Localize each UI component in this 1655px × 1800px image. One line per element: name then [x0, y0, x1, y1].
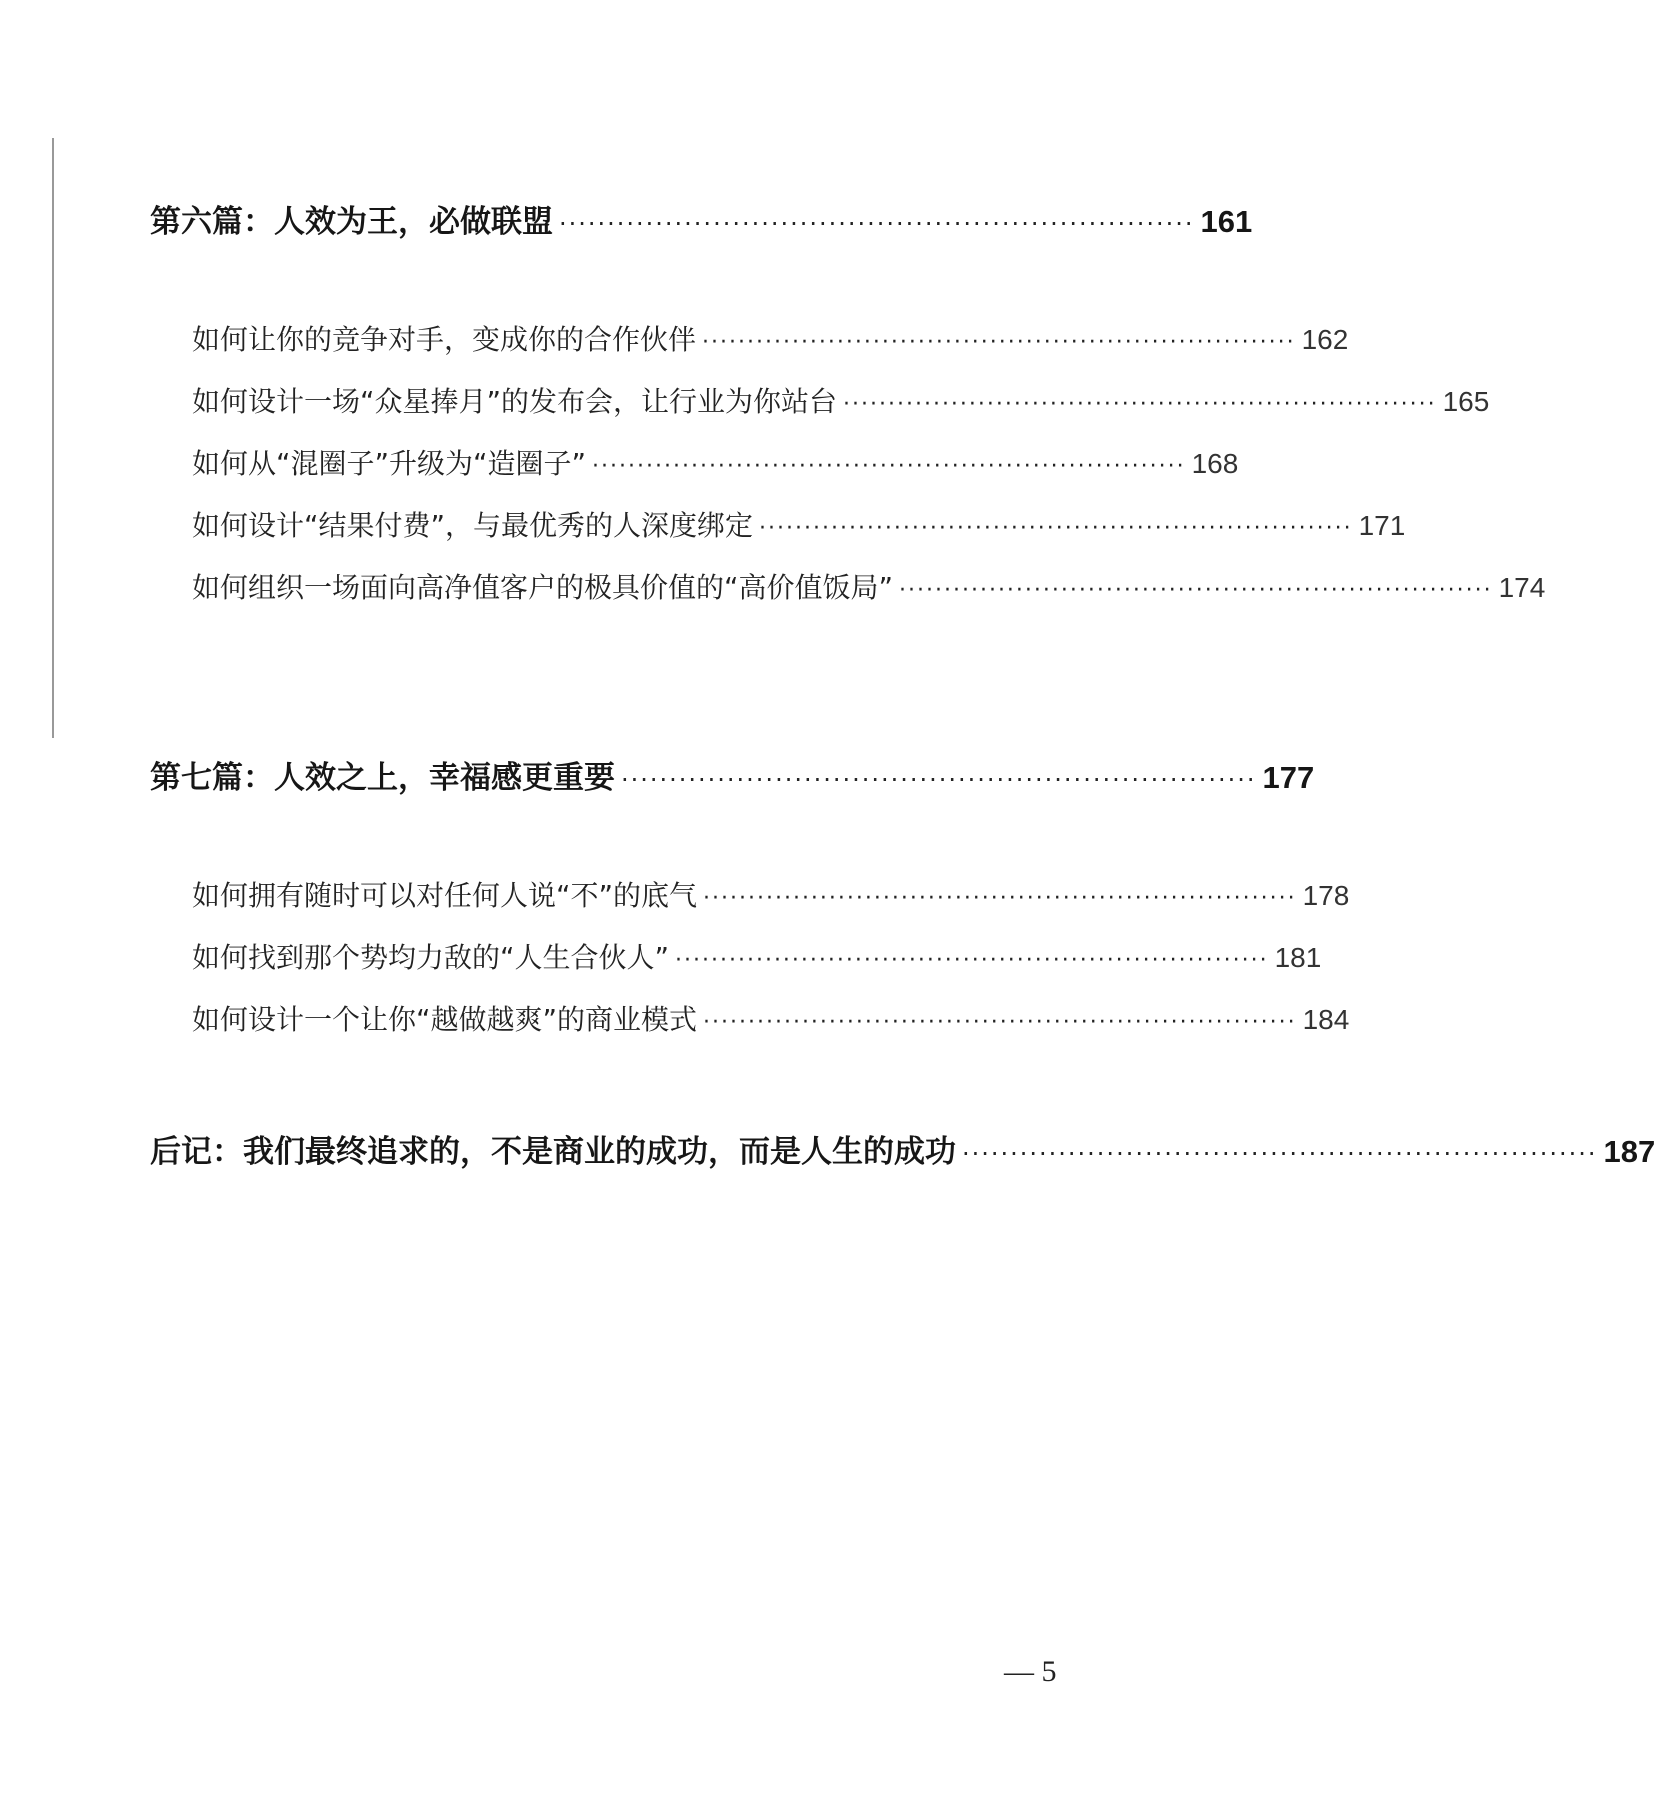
toc-section-entry[interactable]	[192, 504, 1406, 544]
toc-page-number: 187	[1603, 1134, 1655, 1169]
toc-section-title: 如何拥有随时可以对任何人说“不”的底气	[192, 879, 698, 912]
toc-page-number: 177	[1262, 760, 1315, 795]
dot-leader: ··································································	[759, 516, 1353, 541]
toc-afterword-title: 后记：我们最终追求的，不是商业的成功，而是人生的成功	[150, 1134, 956, 1170]
dot-leader: ··································································	[962, 1140, 1598, 1168]
toc-section-title: 如何让你的竞争对手，变成你的合作伙伴	[192, 323, 697, 356]
dot-leader: ··································································	[703, 1010, 1297, 1035]
dot-leader: ··································································	[675, 948, 1269, 973]
dot-leader: ··································································	[702, 330, 1296, 355]
toc-page-number: 174	[1498, 572, 1546, 603]
toc-part-title: 第七篇：人效之上，幸福感更重要	[150, 760, 615, 796]
toc-afterword-heading[interactable]	[150, 1126, 1655, 1171]
toc-section-entry[interactable]	[192, 318, 1349, 358]
toc-section-entry[interactable]	[192, 936, 1322, 976]
toc-part-heading[interactable]	[150, 196, 1253, 241]
dot-leader: ··································································	[621, 766, 1257, 794]
toc-section-title: 如何设计一个让你“越做越爽”的商业模式	[192, 1003, 698, 1036]
toc-page-number: 162	[1301, 324, 1349, 355]
toc-section-title: 如何从“混圈子”升级为“造圈子”	[192, 447, 587, 480]
toc-section-entry[interactable]	[192, 566, 1546, 606]
scan-margin-line	[52, 138, 54, 738]
toc-section-entry[interactable]	[192, 998, 1350, 1038]
toc-section-entry[interactable]	[192, 380, 1490, 420]
dot-leader: ··································································	[559, 210, 1195, 238]
dot-leader: ··································································	[843, 392, 1437, 417]
toc-section-title: 如何设计“结果付费”，与最优秀的人深度绑定	[192, 509, 754, 542]
toc-page-number: 171	[1358, 510, 1406, 541]
toc-section-title: 如何设计一场“众星捧月”的发布会，让行业为你站台	[192, 385, 838, 418]
toc-page-number: 161	[1200, 204, 1253, 239]
dot-leader: ··································································	[899, 578, 1493, 603]
toc-section-entry[interactable]	[192, 442, 1239, 482]
toc-section-title: 如何找到那个势均力敌的“人生合伙人”	[192, 941, 670, 974]
toc-section-entry[interactable]	[192, 874, 1350, 914]
toc-part-heading[interactable]	[150, 752, 1315, 797]
toc-page-number: 184	[1302, 1004, 1350, 1035]
toc-page-number: 168	[1191, 448, 1239, 479]
toc-part-title: 第六篇：人效为王，必做联盟	[150, 204, 553, 240]
dot-leader: ··································································	[592, 454, 1186, 479]
toc-page-number: 181	[1274, 942, 1322, 973]
page-number-footer: — 5	[1004, 1655, 1057, 1688]
toc-page-number: 178	[1302, 880, 1350, 911]
toc-section-title: 如何组织一场面向高净值客户的极具价值的“高价值饭局”	[192, 571, 894, 604]
dot-leader: ··································································	[703, 886, 1297, 911]
toc-page-number: 165	[1442, 386, 1490, 417]
